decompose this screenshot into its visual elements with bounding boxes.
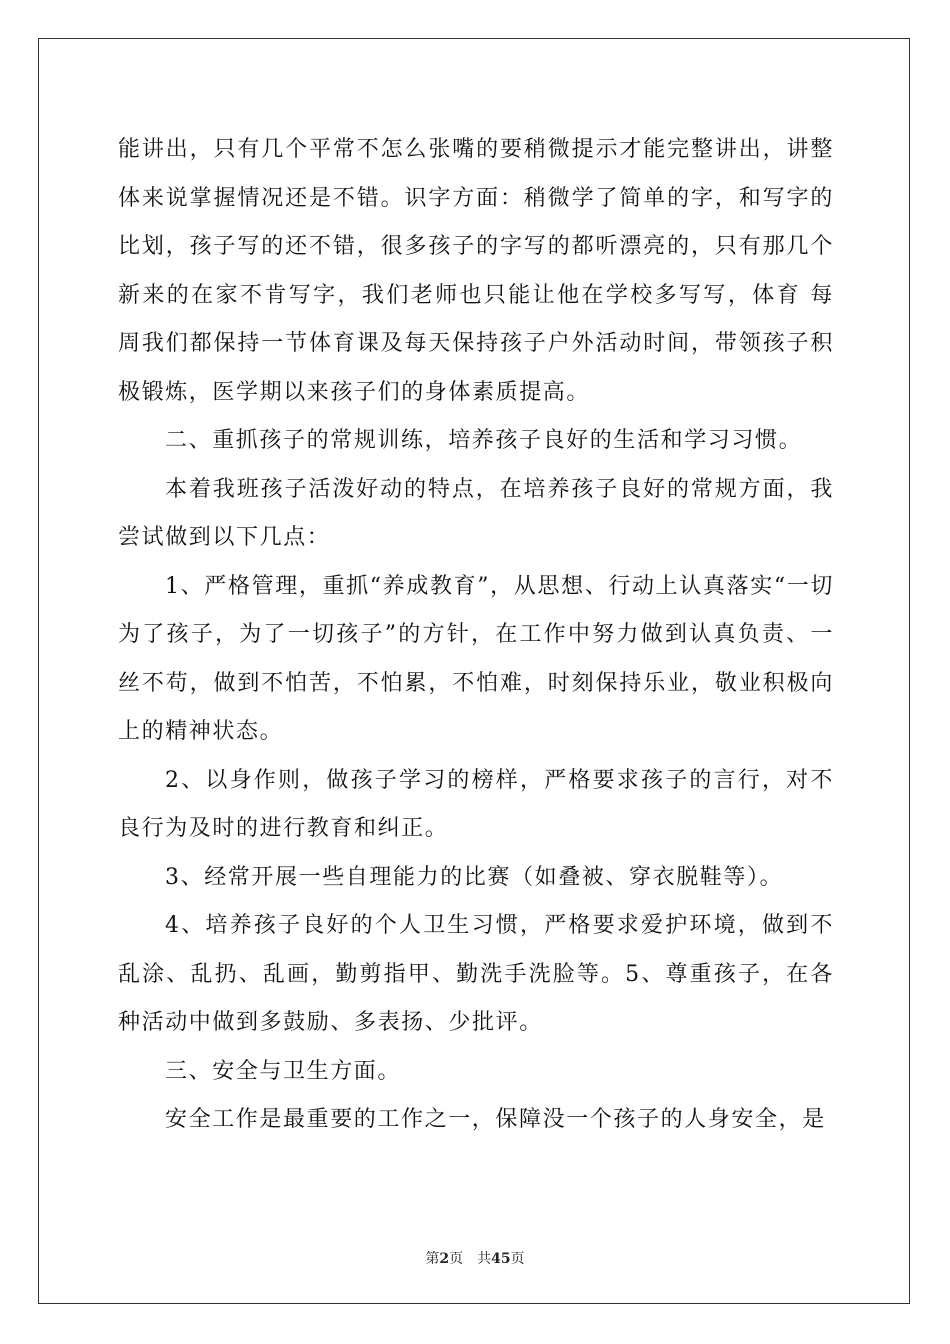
paragraph-1: 能讲出，只有几个平常不怎么张嘴的要稍微提示才能完整讲出，讲整体来说掌握情况还是不错。识字方面：稍微学了简单的字，和写字的比划，孩子写的还不错，很多孩子的字写的都听漂亮的，只有那几个新来的在家不肯写字，我们老师也只能让他在学校多写写，体育 每周我们都保持一节体育课及每天保持孩子户外活动时间，带领孩子积极锻炼，医学期以来孩子们的身体素质提高。 [118, 137, 834, 405]
page-footer [0, 1248, 950, 1268]
footer-mid: 页 共 [449, 1251, 492, 1267]
footer-prefix: 第 [425, 1251, 440, 1267]
paragraph-3: 本着我班孩子活泼好动的特点，在培养孩子良好的常规方面，我尝试做到以下几点： [118, 476, 834, 550]
paragraph-7: 4、培养孩子良好的个人卫生习惯，严格要求爱护环境，做到不乱涂、乱扔、乱画，勤剪指甲、勤洗手洗脸等。5、尊重孩子，在各种活动中做到多鼓励、多表扬、少批评。 [118, 913, 834, 1035]
footer-page-number: 2 [439, 1251, 450, 1267]
footer-total-pages: 45 [491, 1251, 511, 1267]
document-body [118, 126, 834, 1145]
footer-suffix: 页 [510, 1251, 525, 1267]
paragraph-4: 1、严格管理，重抓“养成教育”，从思想、行动上认真落实“一切为了孩子，为了一切孩子”的方针，在工作中努力做到认真负责、一丝不苟，做到不怕苦，不怕累，不怕难，时刻保持乐业，敬业积极向上的精神状态。 [118, 573, 834, 744]
paragraph-5: 2、以身作则，做孩子学习的榜样，严格要求孩子的言行，对不良行为及时的进行教育和纠正。 [118, 767, 834, 841]
paragraph-2: 二、重抓孩子的常规训练，培养孩子良好的生活和学习习惯。 [165, 428, 803, 453]
paragraph-9: 安全工作是最重要的工作之一，保障没一个孩子的人身安全，是 [165, 1107, 826, 1132]
paragraph-6: 3、经常开展一些自理能力的比赛（如叠被、穿衣脱鞋等）。 [165, 864, 784, 890]
paragraph-8: 三、安全与卫生方面。 [165, 1058, 402, 1084]
